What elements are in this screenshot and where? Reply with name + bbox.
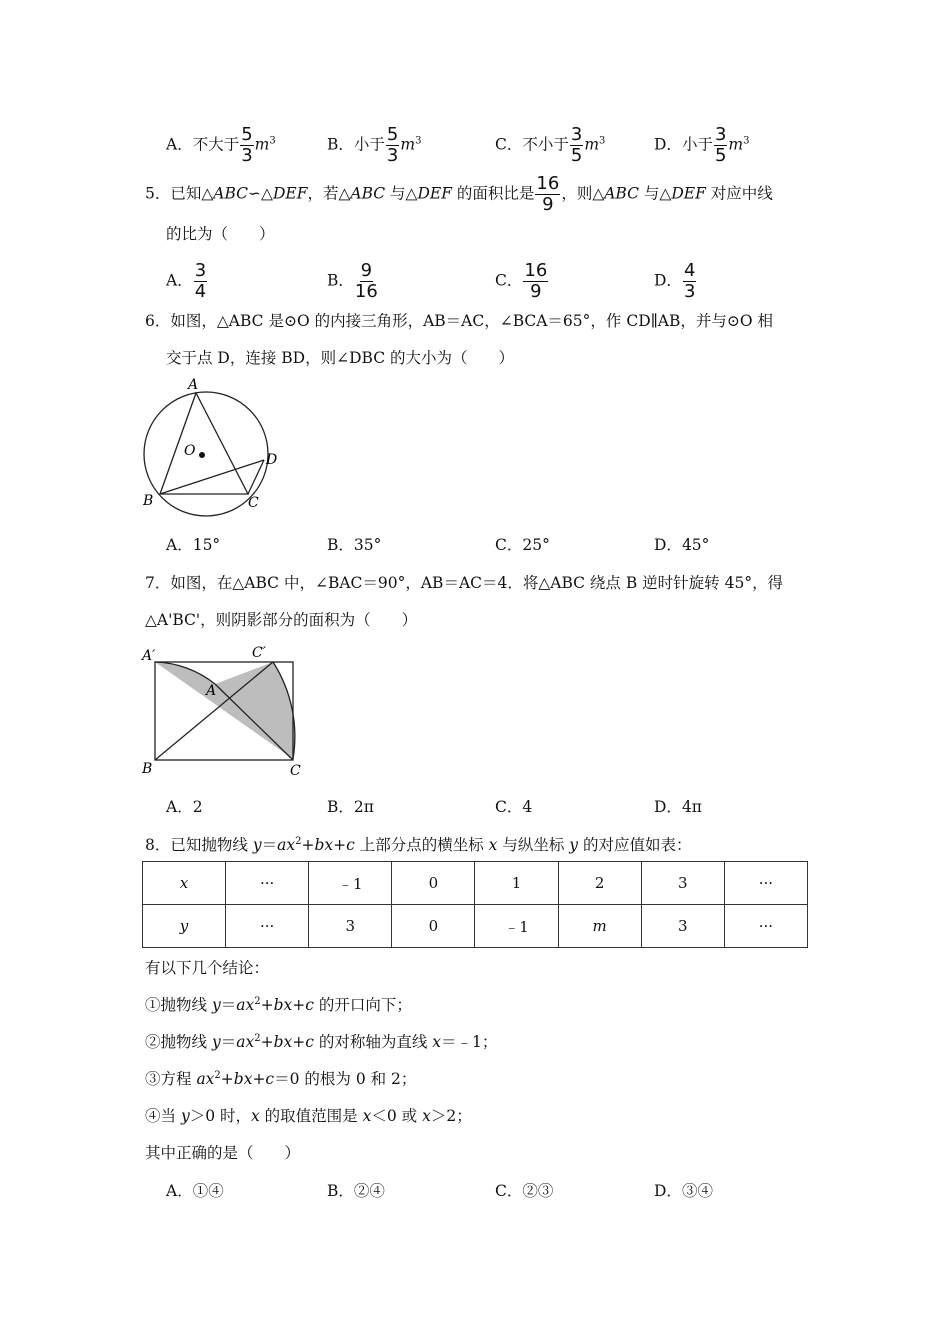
fraction: $\frac{9}{16}$: [354, 260, 378, 302]
q5-option-a[interactable]: A． $\frac{3}{4}$: [166, 260, 207, 302]
fraction: $\frac{16}{9}$: [524, 260, 548, 302]
table-cell: 1: [475, 862, 558, 905]
q8-stem: 8．已知抛物线 $y=ax^2+bx+c$ 上部分点的横坐标 x 与纵坐标 y 的对应值如表：: [145, 835, 692, 854]
label-d: D: [266, 452, 278, 468]
q7-stem-line2: △A'BC'，则阴影部分的面积为（ ）: [145, 611, 418, 629]
q6-option-b[interactable]: B．35°: [327, 536, 382, 554]
q8-conclusion-4: ④当 y＞0 时，x 的取值范围是 x＜0 或 x＞2；: [145, 1107, 472, 1125]
q6-stem-line1: 6．如图，△ABC 是⊙O 的内接三角形，AB＝AC，∠BCA＝65°，作 CD∥AB，并与⊙O 相: [145, 312, 773, 330]
q6-circle-figure: [138, 378, 288, 518]
table-cell: 3: [309, 905, 392, 948]
q7-stem-line1: 7．如图，在△ABC 中，∠BAC＝90°，AB＝AC＝4．将△ABC 绕点 B 逆时针旋转 45°，得: [145, 574, 784, 592]
label-c: C: [248, 495, 259, 511]
q4-option-d[interactable]: D．小于 $\frac{3}{5}$ $m^3$: [654, 124, 750, 166]
q8-conclusion-3: ③方程 $ax^2+bx+c=0$ 的根为 0 和 2；: [145, 1069, 417, 1088]
fraction: $\frac{3}{4}$: [194, 260, 207, 302]
fraction: $\frac{3}{5}$: [714, 124, 727, 166]
fraction: $\frac{4}{3}$: [683, 260, 696, 302]
table-cell: 0: [392, 905, 475, 948]
table-cell: 0: [392, 862, 475, 905]
label-b: B: [142, 761, 153, 777]
label-b: B: [143, 493, 154, 509]
q8-conclusion-1: ①抛物线 $y=ax^2+bx+c$ 的开口向下；: [145, 995, 412, 1014]
q8-option-c[interactable]: C．②③: [495, 1182, 554, 1200]
table-cell: ﹣1: [475, 905, 558, 948]
q6-option-c[interactable]: C．25°: [495, 536, 550, 554]
table-cell: ···: [226, 862, 309, 905]
table-cell: 3: [641, 862, 724, 905]
q4-option-a[interactable]: A．不大于 $\frac{5}{3}$ $m^3$: [166, 124, 276, 166]
q8-intro: 有以下几个结论：: [145, 959, 270, 977]
q4-option-b[interactable]: B．小于 $\frac{5}{3}$ $m^3$: [327, 124, 422, 166]
table-row: [143, 905, 808, 948]
table-cell: ···: [724, 905, 807, 948]
table-cell: x: [143, 862, 226, 905]
label-c-prime: C′: [252, 645, 266, 661]
q5-stem-line1: 5．已知△ABC∽△DEF，若△ABC 与△DEF 的面积比是 $\frac{16}{9}$ ，则△ABC 与△DEF 对应中线: [145, 173, 773, 215]
q5-stem-line2: 的比为（ ）: [166, 225, 275, 243]
table-cell: 3: [641, 905, 724, 948]
table-row: [143, 862, 808, 905]
table-cell: y: [143, 905, 226, 948]
q5-option-c[interactable]: C． $\frac{16}{9}$: [495, 260, 548, 302]
table-cell: ﹣1: [309, 862, 392, 905]
fraction: $\frac{5}{3}$: [241, 124, 253, 166]
q5-option-d[interactable]: D． $\frac{4}{3}$: [654, 260, 696, 302]
table-cell: m: [558, 905, 641, 948]
q7-option-b[interactable]: B．2π: [327, 798, 374, 816]
label-a-prime: A′: [142, 648, 156, 664]
q4-option-c[interactable]: C．不小于 $\frac{3}{5}$ $m^3$: [495, 124, 606, 166]
label-c: C: [290, 763, 301, 779]
q5-option-b[interactable]: B． $\frac{9}{16}$: [327, 260, 378, 302]
xy-value-table: [142, 861, 808, 948]
q6-stem-line2: 交于点 D，连接 BD，则∠DBC 的大小为（ ）: [166, 349, 514, 367]
table-cell: ···: [724, 862, 807, 905]
q7-option-c[interactable]: C．4: [495, 798, 533, 816]
fraction: $\frac{5}{3}$: [386, 124, 399, 166]
center-dot: [199, 452, 205, 458]
fraction: $\frac{3}{5}$: [570, 124, 583, 166]
q7-option-a[interactable]: A．2: [166, 798, 203, 816]
segment-bd: [160, 460, 264, 494]
q8-option-b[interactable]: B．②④: [327, 1182, 385, 1200]
q7-rotation-figure: [140, 640, 310, 780]
table-cell: 2: [558, 862, 641, 905]
q6-option-d[interactable]: D．45°: [654, 536, 710, 554]
fraction: $\frac{16}{9}$: [536, 173, 560, 215]
triangle-abc: [160, 393, 248, 494]
q8-option-d[interactable]: D．③④: [654, 1182, 713, 1200]
q6-option-a[interactable]: A．15°: [166, 536, 221, 554]
q8-question: 其中正确的是（ ）: [145, 1144, 301, 1162]
table-cell: ···: [226, 905, 309, 948]
label-a: A: [206, 683, 217, 699]
label-a: A: [188, 378, 199, 393]
q7-option-d[interactable]: D．4π: [654, 798, 702, 816]
q8-option-a[interactable]: A．①④: [166, 1182, 224, 1200]
q8-conclusion-2: ②抛物线 $y=ax^2+bx+c$ 的对称轴为直线 x＝﹣1；: [145, 1032, 498, 1051]
label-o: O: [184, 443, 196, 459]
